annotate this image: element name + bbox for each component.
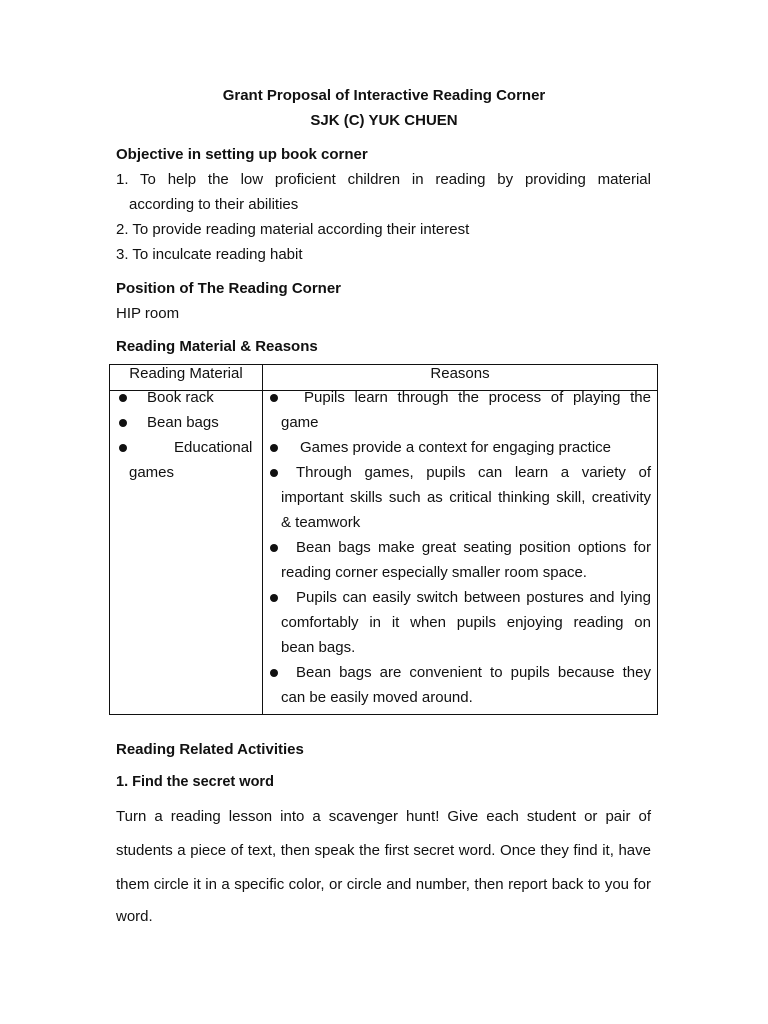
table-header-reasons: Reasons — [430, 365, 490, 382]
material-item-book-rack: Book rack — [147, 389, 214, 406]
reason-3-line-1: Through games, pupils can learn a variety of — [296, 464, 651, 481]
reason-3-line-2: important skills such as critical thinking skill, creativity — [281, 489, 651, 506]
school-name: SJK (C) YUK CHUEN — [310, 112, 458, 129]
bullet-icon — [270, 469, 278, 477]
reason-4-line-2: reading corner especially smaller room space. — [281, 564, 587, 581]
objective-item-1-line-1: 1. To help the low proficient children in reading by providing material — [116, 171, 651, 188]
materials-table — [109, 364, 658, 715]
position-heading: Position of The Reading Corner — [116, 280, 342, 297]
bullet-icon — [270, 669, 278, 677]
bullet-icon — [270, 394, 278, 402]
reason-1-line-2: game — [281, 414, 319, 431]
objective-heading: Objective in setting up book corner — [116, 146, 368, 163]
reason-3-line-3: & teamwork — [281, 514, 361, 531]
reason-4-line-1: Bean bags make great seating position options for — [296, 539, 651, 556]
objective-item-1-line-2: according to their abilities — [129, 196, 299, 213]
reason-5-line-1: Pupils can easily switch between postures and lying — [296, 589, 651, 606]
reason-5-line-2: comfortably in it when pupils enjoying reading on — [281, 614, 651, 631]
reason-6-line-1: Bean bags are convenient to pupils because they — [296, 664, 651, 681]
material-item-games: games — [129, 464, 175, 481]
reason-5-line-3: bean bags. — [281, 639, 356, 656]
activity-1-title: 1. Find the secret word — [116, 774, 274, 790]
reason-1-line-1: Pupils learn through the process of playing the — [304, 389, 651, 406]
bullet-icon — [270, 544, 278, 552]
activity-1-paragraph-line-1: Turn a reading lesson into a scavenger hunt! Give each student or pair of — [116, 808, 651, 825]
bullet-icon — [270, 594, 278, 602]
objective-item-2: 2. To provide reading material according their interest — [116, 221, 470, 238]
position-value: HIP room — [116, 305, 180, 322]
document-title: Grant Proposal of Interactive Reading Corner — [222, 87, 546, 104]
material-item-educational: Educational — [174, 439, 253, 456]
activities-heading: Reading Related Activities — [116, 741, 304, 758]
bullet-icon — [119, 444, 127, 452]
bullet-icon — [119, 419, 127, 427]
activity-1-paragraph-line-3: them circle it in a specific color, or circle and number, then report back to you for — [116, 876, 651, 893]
material-item-bean-bags: Bean bags — [147, 414, 219, 431]
reason-2-line-1: Games provide a context for engaging practice — [300, 439, 612, 456]
bullet-icon — [270, 444, 278, 452]
objective-item-3: 3. To inculcate reading habit — [116, 246, 303, 263]
activity-1-paragraph-line-2: students a piece of text, then speak the first secret word. Once they find it, have — [116, 842, 651, 859]
table-header-material: Reading Material — [129, 365, 243, 382]
bullet-icon — [119, 394, 127, 402]
activity-1-paragraph-line-4: word. — [116, 908, 153, 925]
materials-heading: Reading Material & Reasons — [116, 338, 318, 355]
table-column-divider — [262, 365, 263, 714]
reason-6-line-2: can be easily moved around. — [281, 689, 473, 706]
